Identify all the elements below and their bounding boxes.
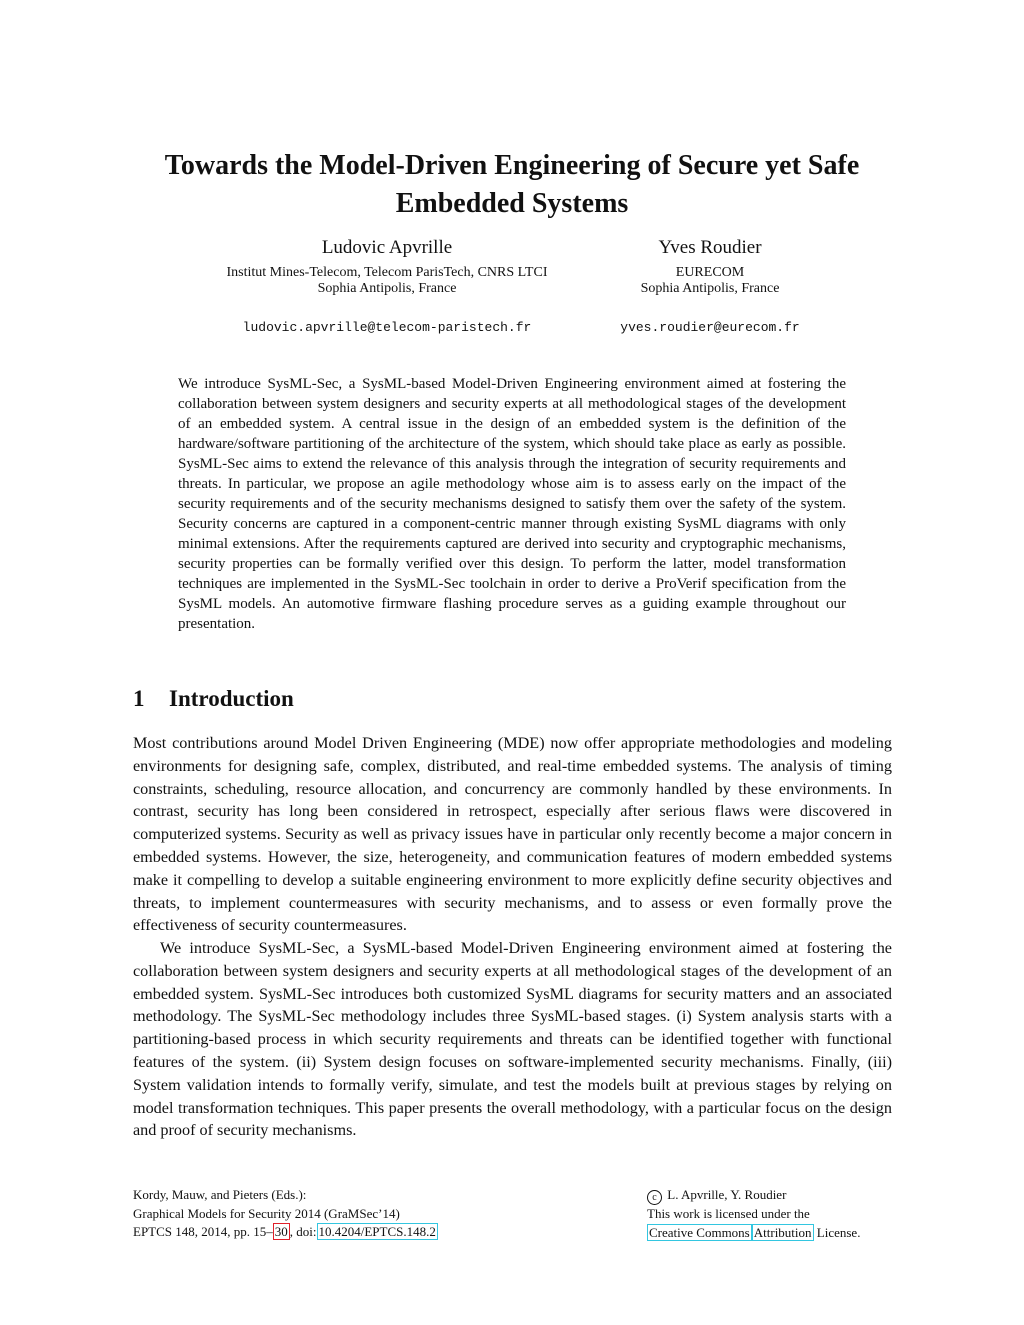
abstract: We introduce SysML-Sec, a SysML-based Model-Driven Engineering environment aimed at fostering the collaboration between system designers and security experts at all methodological stages of the development of an embedded system. A central issue in the design of an embedded system is the definition of the hardware/software partitioning of the architecture of the system, which should take place as early as possible. SysML-Sec aims to extend the relevance of this analysis through the integration of security requirements and threats. In particular, we propose an agile methodology whose aim is to assess early on the impact of the security requirements and of the security mechanisms designed to satisfy them over the safety of the system. Security concerns are captured in a component-centric manner through existing SysML diagrams with only minimal extensions. After the requirements captured are derived into security and cryptographic mechanisms, security properties can be formally verified over this design. To perform the latter, model transformation techniques are implemented in the SysML-Sec toolchain in order to derive a ProVerif specification from the SysML models. An automotive firmware flashing procedure serves as a guiding example throughout our presentation.: [178, 376, 846, 632]
author-email[interactable]: yves.roudier@eurecom.fr: [620, 320, 800, 335]
author-block-roudier: [600, 236, 820, 335]
author-email[interactable]: ludovic.apvrille@telecom-paristech.fr: [242, 320, 532, 335]
last-page-link[interactable]: 30: [274, 1224, 288, 1239]
section-title: Introduction: [169, 686, 294, 711]
section-number: 1: [133, 686, 145, 711]
section-heading-introduction: [133, 684, 294, 714]
footer-license: [647, 1186, 927, 1242]
footer-citation: [133, 1186, 553, 1242]
doi-label: , doi:: [289, 1224, 317, 1239]
attribution-link[interactable]: Attribution: [753, 1224, 812, 1240]
creative-commons-link[interactable]: Creative Commons: [649, 1224, 750, 1240]
footer-eptcs: [133, 1223, 553, 1242]
license-line: This work is licensed under the: [647, 1206, 810, 1221]
affiliation-line: EURECOM: [675, 265, 745, 280]
intro-paragraph: We introduce SysML-Sec, a SysML-based Model-Driven Engineering environment aimed at fostering the collaboration between system designers and security experts at all methodological stages of the development of an embedded system. SysML-Sec introduces both customized SysML diagrams for security matters and an associated methodology. The SysML-Sec methodology includes three SysML-based stages. (i) System analysis starts with a partitioning-based process in which security requirements and threats can be identified together with functional features of the system. (ii) System design focuses on software-implemented security mechanisms. Finally, (iii) System validation intends to formally verify, simulate, and test the models built at previous stages by relying on model transformation techniques. This paper presents the overall methodology, with a particular focus on the design and proof of security mechanisms.: [133, 939, 892, 1140]
intro-paragraph: Most contributions around Model Driven Engineering (MDE) now offer appropriate methodologies and modeling environments for designing safe, complex, distributed, and real-time embedded systems. The analysis of timing constraints, scheduling, resource allocation, and concurrency are commonly handled by these environments. In contrast, security has long been considered in retrospect, especially after serious flaws were discovered in computerized systems. Security as well as privacy issues have in particular only recently become a major concern in embedded systems. However, the size, heterogeneity, and communication features of modern embedded systems make it compelling to develop a suitable engineering environment to more explicitly define security objectives and threats, to implement countermeasures with security mechanisms, and to assess or even formally prove the effectiveness of security countermeasures.: [133, 734, 892, 935]
footer-editors: Kordy, Mauw, and Pieters (Eds.):: [133, 1187, 307, 1202]
affiliation-location: Sophia Antipolis, France: [640, 281, 780, 296]
copyright-holders: L. Apvrille, Y. Roudier: [667, 1187, 787, 1202]
footer-proceedings: Graphical Models for Security 2014 (GraMSec’14): [133, 1205, 400, 1221]
paper-title: Towards the Model-Driven Engineering of Secure yet Safe Embedded Systems: [164, 149, 860, 219]
author-name: Ludovic Apvrille: [321, 237, 453, 258]
author-affiliation: [600, 265, 820, 297]
eptcs-prefix: EPTCS 148, 2014, pp. 15–: [133, 1224, 273, 1239]
affiliation-line: Institut Mines-Telecom, Telecom ParisTech, CNRS LTCI: [226, 265, 548, 280]
license-suffix: License.: [813, 1224, 861, 1240]
affiliation-location: Sophia Antipolis, France: [317, 281, 457, 296]
doi-link[interactable]: 10.4204/EPTCS.148.2: [318, 1224, 436, 1239]
footer-copyright: [647, 1186, 927, 1205]
author-affiliation: [197, 265, 577, 297]
author-block-apvrille: [197, 236, 577, 335]
license-links: [647, 1224, 927, 1243]
author-name: Yves Roudier: [658, 237, 762, 258]
copyright-icon: c: [647, 1190, 662, 1205]
